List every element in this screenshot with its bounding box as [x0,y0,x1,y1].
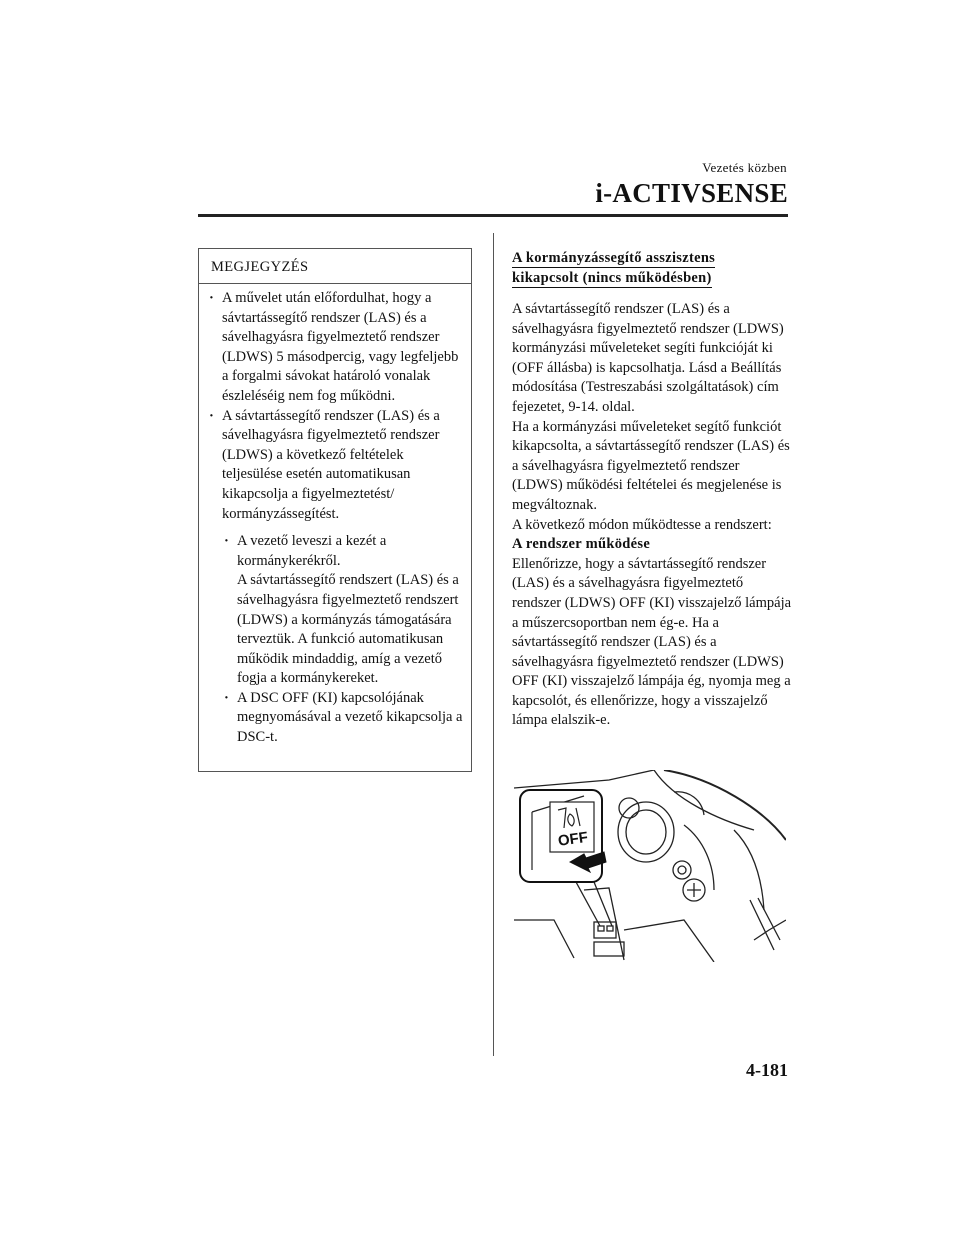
note-bullet-1: · A művelet után előfordulhat, hogy a sávtartássegítő rendszer (LAS) és a sávelhagyásra figyelmeztető rendszer (LDWS) 5 másodpercig, vagy legfeljebb a forgalmi sávokat határoló vonalak észleléséig nem fog működni. [209,289,467,407]
main-column [512,248,792,731]
sub-heading: A rendszer működése [512,536,651,553]
header-rule [198,214,788,217]
note-sub-bullet-2: · A DSC OFF (KI) kapcsolójának megnyomásával a vezető kikapcsolja a DSC-t. [224,689,467,748]
note-content [209,289,467,748]
note-bullet-2: · A sávtartássegítő rendszer (LAS) és a sávelhagyásra figyelmeztető rendszer (LDWS) a következő feltételek teljesülése esetén automatikusan kikapcsolja a figyelmeztetést/ kormányzássegítést. [209,407,467,525]
running-header-section: Vezetés közben [702,160,787,175]
note-sub-bullet-1-text: · A vezető leveszi a kezét a kormánykerékről. [237,533,387,569]
section-heading [512,248,792,288]
running-header-title: i-ACTIVSENSE [595,178,788,208]
note-rule [199,283,471,284]
note-sub-bullet-1-detail: A sávtartássegítő rendszert (LAS) és a sávelhagyásra figyelmeztető rendszert (LDWS) a kormányzás támogatására terveztük. A funkció automatikusan működik mindaddig, amíg a vezető fogja a kormánykereket. [237,572,459,687]
paragraph-3: A következő módon működtesse a rendszert: [512,516,772,533]
column-divider [493,233,494,1056]
off-switch-label: OFF [556,828,589,850]
paragraph-2: Ha a kormányzási műveleteket segítő funkciót kikapcsolta, a sávtartássegítő rendszer (LAS) és a sávelhagyásra figyelmeztető rendszer (LDWS) működési feltételei és megjelenése is megváltoznak. [512,418,790,513]
section-heading-line-1: A kormányzássegítő asszisztens [512,250,716,266]
page-number: 4-181 [746,1060,788,1080]
paragraph-4: Ellenőrizze, hogy a sávtartássegítő rendszer (LAS) és a sávelhagyásra figyelmeztető rendszer (LDWS) OFF (KI) visszajelző lámpája a műszercsoportban nem ég-e. Ha a sávtartássegítő rendszer (LAS) és a sávelhagyásra figyelmeztető rendszer (LDWS) OFF (KI) visszajelző lámpája ég, nyomja meg a kapcsolót, és ellenőrizze, hogy a visszajelző lámpa elalszik-e. [512,555,792,729]
dashboard-drawing [514,770,786,962]
section-heading-line-2: kikapcsolt (nincs működésben) [512,270,712,286]
note-sub-bullet-1 [224,532,467,689]
dashboard-illustration [514,770,786,962]
paragraph-1: A sávtartássegítő rendszer (LAS) és a sávelhagyásra figyelmeztető rendszer (LDWS) kormányzási műveleteket segíti funkcióját ki (OFF állásba) is kapcsolhatja. Lásd a Beállítás módosítása (Testreszabási szolgáltatások) cím fejezetet, 9-14. oldal. [512,301,784,415]
note-title: MEGJEGYZÉS [211,259,309,275]
note-box [198,248,472,772]
